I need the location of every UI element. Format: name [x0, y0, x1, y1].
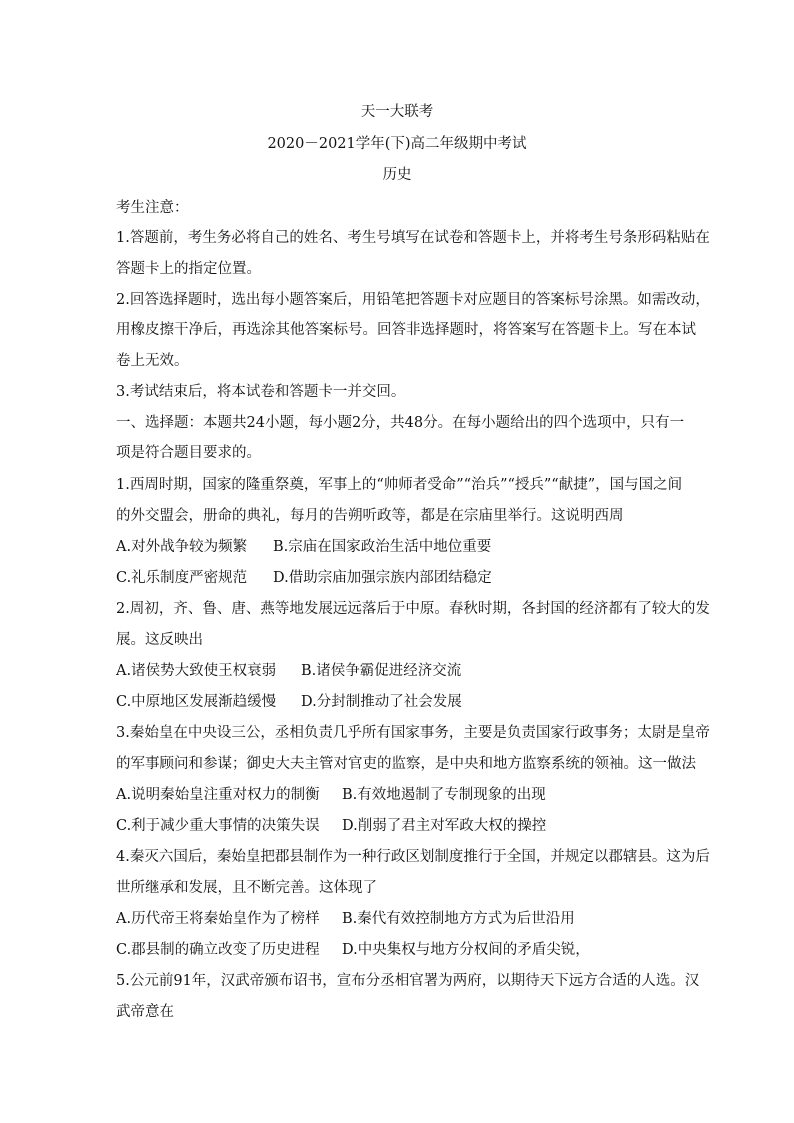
- question-2-stem-line-1: 2.周初，齐、鲁、唐、燕等地发展远远落后于中原。春秋时期，各封国的经济都有了较大的发: [116, 601, 710, 617]
- question-5-stem-line-2: 武帝意在: [116, 1004, 174, 1020]
- org-title: 天一大联考: [360, 104, 434, 120]
- question-1-stem-line-2: 的外交盟会，册命的典礼，每月的告朔听政等，都是在宗庙里举行。这说明西周: [116, 508, 624, 524]
- question-4-option-a: A.历代帝王将秦始皇作为了榜样: [116, 911, 320, 927]
- question-3-option-c: C.利于减少重大事情的决策失误: [116, 818, 320, 834]
- notice-item-1-line-2: 答题卡上的指定位置。: [116, 261, 261, 277]
- question-3-option-d: D.削弱了君主对军政大权的操控: [342, 818, 547, 834]
- question-4-option-b: B.秦代有效控制地方方式为后世沿用: [342, 911, 575, 927]
- notice-item-3: 3.考试结束后，将本试卷和答题卡一并交回。: [116, 384, 406, 400]
- question-3-option-a: A.说明秦始皇注重对权力的制衡: [116, 787, 320, 803]
- subject-title: 历史: [382, 167, 412, 183]
- section-intro-line-2: 项是符合题目要求的。: [116, 445, 261, 461]
- notice-item-2-line-2: 用橡皮擦干净后，再选涂其他答案标号。回答非选择题时，将答案写在答题卡上。写在本试: [116, 322, 696, 338]
- question-3-stem-line-1: 3.秦始皇在中央设三公，丞相负责几乎所有国家事务，主要是负责国家行政事务；太尉是皇帝: [116, 725, 710, 741]
- notice-item-1-line-1: 1.答题前，考生务必将自己的姓名、考生号填写在试卷和答题卡上，并将考生号条形码粘贴在: [116, 230, 710, 246]
- question-1-stem-line-1: 1.西周时期，国家的隆重祭奠，军事上的“帅师者受命”“治兵”“授兵”“献捷”，国与国之间: [116, 477, 683, 493]
- question-2-option-b: B.诸侯争霸促进经济交流: [301, 663, 462, 679]
- question-4-stem-line-1: 4.秦灭六国后，秦始皇把郡县制作为一种行政区划制度推行于全国，并规定以郡辖县。这为后: [116, 849, 710, 865]
- notice-item-2-line-3: 卷上无效。: [116, 353, 189, 369]
- question-1-option-c: C.礼乐制度严密规范: [116, 570, 248, 586]
- question-5-stem-line-1: 5.公元前91年，汉武帝颁布诏书，宣布分丞相官署为两府，以期待天下远方合适的人选。汉: [116, 973, 700, 989]
- question-4-option-d: D.中央集权与地方分权间的矛盾尖锐，: [342, 942, 590, 958]
- question-3-option-b: B.有效地遏制了专制现象的出现: [342, 787, 546, 803]
- question-4-stem-line-2: 世所继承和发展，且不断完善。这体现了: [116, 880, 377, 896]
- question-1-option-d: D.借助宗庙加强宗族内部团结稳定: [273, 570, 492, 586]
- section-intro-line-1: 一、选择题：本题共24小题，每小题2分，共48分。在每小题给出的四个选项中，只有一: [116, 415, 685, 431]
- question-2-option-c: C.中原地区发展渐趋缓慢: [116, 694, 277, 710]
- question-3-stem-line-2: 的军事顾问和参谋；御史大夫主管对官吏的监察，是中央和地方监察系统的领袖。这一做法: [116, 756, 696, 772]
- notice-item-2-line-1: 2.回答选择题时，选出每小题答案后，用铅笔把答题卡对应题目的答案标号涂黑。如需改动，: [116, 292, 710, 308]
- exam-title: 2020－2021学年(下)高二年级期中考试: [267, 136, 527, 152]
- question-4-option-c: C.郡县制的确立改变了历史进程: [116, 942, 320, 958]
- question-2-stem-line-2: 展。这反映出: [116, 632, 203, 648]
- notice-heading: 考生注意：: [116, 200, 189, 216]
- question-2-option-a: A.诸侯势大致使王权衰弱: [116, 663, 277, 679]
- question-2-option-d: D.分封制推动了社会发展: [301, 694, 462, 710]
- question-1-option-b: B.宗庙在国家政治生活中地位重要: [273, 539, 492, 555]
- question-1-option-a: A.对外战争较为频繁: [116, 539, 248, 555]
